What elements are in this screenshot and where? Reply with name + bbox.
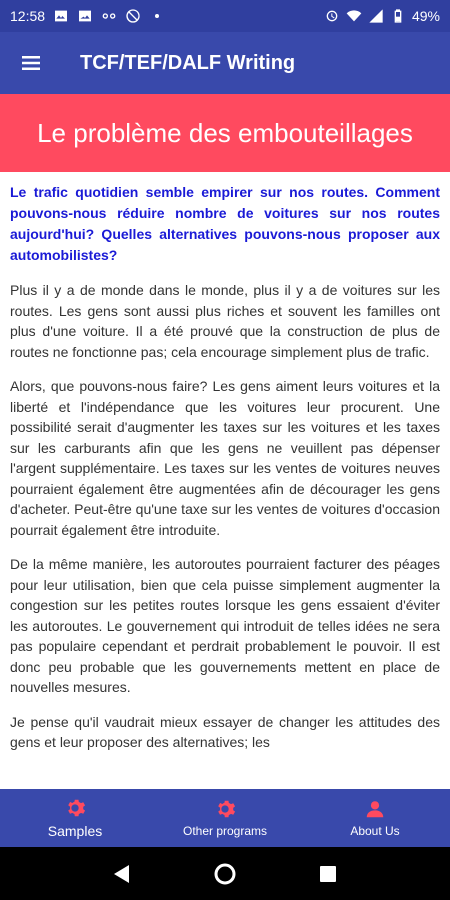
- status-time: 12:58: [10, 8, 46, 24]
- system-navigation-bar: [0, 847, 450, 900]
- battery-icon: [390, 8, 406, 24]
- nav-about-us[interactable]: [300, 789, 450, 847]
- gallery-icon: [53, 8, 69, 24]
- wifi-icon: [346, 8, 362, 24]
- article-paragraph: Alors, que pouvons-nous faire? Les gens aiment leurs voitures et la liberté et l'indépendance que les voitures leur procurent. Une possibilité serait d'augmenter les taxes sur les voitures et les taxes sur les carburants afin que les gens ne veuillent pas dépenser l'argent supplémentaire. Les taxes sur les ventes de voitures neuves pourraient également être augmentées afin de décourager les gens d'acheter. Peut-être qu'une taxe sur les ventes de voitures d'occasion pourrait également être introduite.: [10, 378, 440, 538]
- app-bar: [0, 32, 450, 94]
- article-paragraph: Plus il y a de monde dans le monde, plus il y a de voitures sur les routes. Les gens sont aussi plus riches et souvent les familles ont plus d'une voiture. Il a été prouvé que la construction de plus de routes ne fonctionne pas; cela encourage simplement plus de trafic.: [10, 282, 440, 360]
- signal-icon: [368, 8, 384, 24]
- article-content[interactable]: [0, 172, 450, 789]
- article-paragraph: Je pense qu'il vaudrait mieux essayer de changer les attitudes des gens et leur proposer des alternatives; les: [10, 713, 440, 750]
- recents-button[interactable]: [313, 859, 343, 889]
- back-button[interactable]: [107, 859, 137, 889]
- hamburger-icon: [19, 51, 43, 75]
- no-sim-icon: [125, 8, 141, 24]
- voicemail-icon: [101, 8, 117, 24]
- app-title: TCF/TEF/DALF Writing: [80, 51, 296, 74]
- nav-samples-label: Samples: [47, 823, 103, 839]
- dot-icon: [149, 8, 165, 24]
- status-bar: [0, 0, 450, 32]
- gear-icon: [64, 797, 86, 819]
- back-triangle-icon: [113, 864, 131, 884]
- battery-level: 49%: [411, 8, 440, 24]
- alarm-icon: [324, 8, 340, 24]
- article-question: Le trafic quotidien semble empirer sur nos routes. Comment pouvons-nous réduire nombre de voitures sur nos routes aujourd'hui? Quelles alternatives pouvons-nous proposer aux automobilistes?: [10, 184, 440, 263]
- nav-other-programs-label: Other programs: [182, 824, 268, 838]
- nav-other-programs[interactable]: [150, 789, 300, 847]
- gear-icon: [214, 798, 236, 820]
- person-icon: [364, 798, 386, 820]
- recents-square-icon: [319, 865, 337, 883]
- article-title: Le problème des embouteillages: [0, 94, 450, 172]
- image-icon: [77, 8, 93, 24]
- nav-samples[interactable]: [0, 789, 150, 847]
- menu-button[interactable]: [0, 32, 62, 94]
- bottom-navigation: [0, 789, 450, 847]
- home-button[interactable]: [210, 859, 240, 889]
- article-paragraph: De la même manière, les autoroutes pourraient facturer des péages pour leur utilisation, bien que cela puisse simplement augmenter la congestion sur les petites routes lorsque les gens essaient d'éviter les autoroutes. Le gouvernement qui introduit de telles idées ne sera pas populaire cependant et perdrait probablement le pouvoir. Il est donc peu probable que les gouvernements mettent en place de nouvelles mesures.: [10, 556, 440, 695]
- nav-about-us-label: About Us: [350, 824, 400, 838]
- home-circle-icon: [214, 863, 236, 885]
